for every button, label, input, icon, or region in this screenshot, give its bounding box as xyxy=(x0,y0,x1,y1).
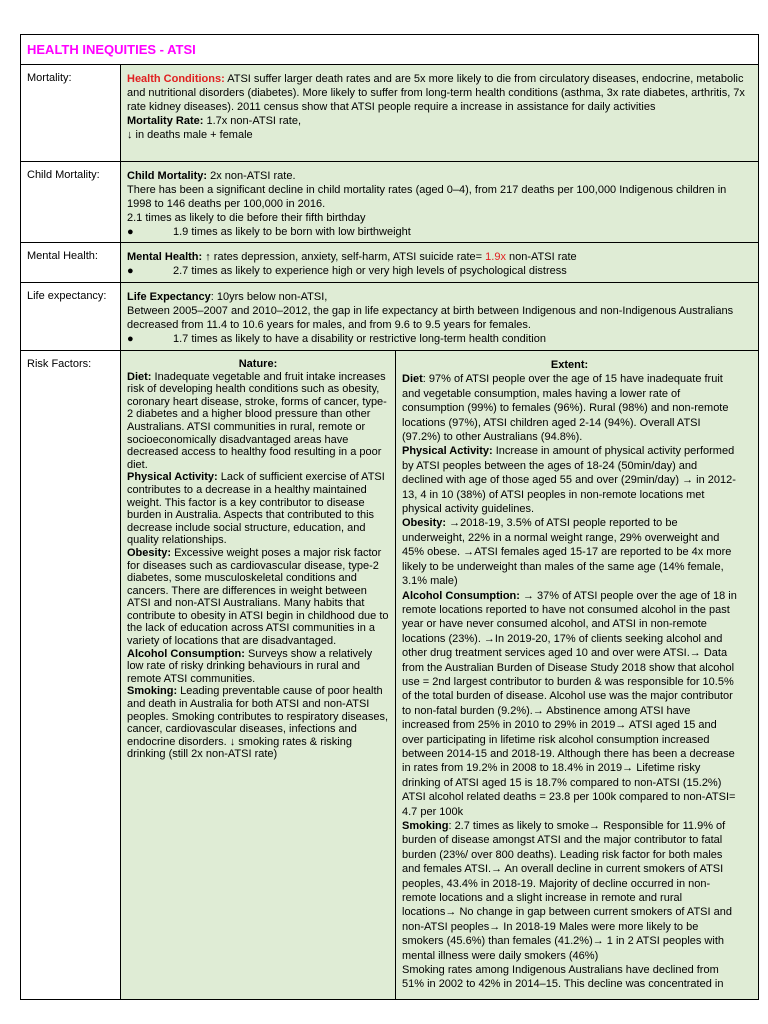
health-conditions-paragraph xyxy=(127,72,752,114)
extent-obesity-heading: Obesity: xyxy=(402,517,447,530)
child-mortality-content xyxy=(121,162,759,243)
risk-factors-label: Risk Factors: xyxy=(21,351,121,1000)
child-mortality-fifth-birthday: 2.1 times as likely to die before their fifth birthday xyxy=(127,212,366,224)
mental-health-label: Mental Health: xyxy=(21,243,121,283)
life-expectancy-label: Life expectancy: xyxy=(21,283,121,351)
life-expectancy-content xyxy=(121,283,759,351)
mental-health-bullet xyxy=(127,264,752,278)
nature-alcohol-heading: Alcohol Consumption: xyxy=(127,647,245,660)
mental-health-bullet-text: 2.7 times as likely to experience high or very high levels of psychological distress xyxy=(173,265,567,277)
mental-health-paragraph xyxy=(127,250,752,264)
life-expectancy-text: : 10yrs below non-ATSI, xyxy=(210,291,328,303)
nature-smoking-heading: Smoking: xyxy=(127,685,178,698)
extent-smoking xyxy=(402,819,737,963)
extent-obesity-text: →2018-19, 3.5% of ATSI people reported to be underweight, 22% in a normal weight range, 29% overweight and 45% obese. →ATSI females aged 15-17 are reported to be 4x more likely to be underweight than males of the same age (14% female, 3.1% male) xyxy=(402,517,732,588)
health-inequities-table xyxy=(20,34,759,1000)
document-page xyxy=(20,34,758,1000)
extent-diet-text: : 97% of ATSI people over the age of 15 have inadequate fruit and vegetable consumption, males having a lower rate of consumption (99%) to females (96%). Rural (98%) and non-remote locations (97%), ATSI children aged 2-14 (94%). Overall ATSI (97.2%) to other Australians (94.8%). xyxy=(402,373,729,444)
suicide-rate-highlight: 1.9x xyxy=(485,251,506,263)
mortality-label: Mortality: xyxy=(21,65,121,162)
child-mortality-decline: There has been a significant decline in child mortality rates (aged 0–4), from 217 deaths per 100,000 Indigenous children in 1998 to 146 deaths per 100,000 in 2016. xyxy=(127,184,727,210)
page-title: HEALTH INEQUITIES - ATSI xyxy=(27,42,196,57)
mental-health-text-b: non-ATSI rate xyxy=(505,251,577,263)
mortality-rate-heading: Mortality Rate: xyxy=(127,115,204,127)
mental-health-row xyxy=(21,243,759,283)
extent-diet-heading: Diet xyxy=(402,373,423,386)
child-mortality-text: 2x non-ATSI rate. xyxy=(207,170,296,182)
life-expectancy-row xyxy=(21,283,759,351)
nature-smoking-text: Leading preventable cause of poor health and death in Australia for both ATSI and non-ATSI peoples. Smoking contributes to respiratory diseases, cancer, cardiovascular diseases, infections and endocrine disorders. ↓ smoking rates & risking drinking (still 2x non-ATSI rate) xyxy=(127,685,389,761)
mental-health-heading: Mental Health: xyxy=(127,251,203,263)
extent-smoking-decline: Smoking rates among Indigenous Australians have declined from 51% in 2002 to 42% in 2014–15. This decline was concentrated in xyxy=(402,964,724,991)
nature-obesity-text: Excessive weight poses a major risk factor for diseases such as cardiovascular disease, type-2 diabetes, some musculoskeletal conditions and cancers. There are differences in weight between ATSI and non-ATSI Australians. Many habits that contribute to obesity in ATSI begin in childhood due to the lack of education across ATSI communities in a variety of locations that are disadvantaged. xyxy=(127,546,389,648)
life-expectancy-bullet-text: 1.7 times as likely to have a disability or restrictive long-term health condition xyxy=(173,333,546,345)
nature-alcohol-text: Surveys show a relatively low rate of risky drinking behaviours in rural and remote ATSI communities. xyxy=(127,647,373,685)
nature-obesity-heading: Obesity: xyxy=(127,546,172,559)
nature-alcohol xyxy=(127,648,389,686)
nature-diet-heading: Diet: xyxy=(127,370,152,383)
child-mortality-bullet-text: 1.9 times as likely to be born with low birthweight xyxy=(173,226,411,238)
extent-heading: Extent: xyxy=(550,359,589,371)
nature-obesity xyxy=(127,547,389,648)
extent-column xyxy=(396,351,743,999)
nature-smoking xyxy=(127,685,389,761)
child-mortality-bullet xyxy=(127,225,752,239)
nature-heading: Nature: xyxy=(238,358,278,370)
title-row xyxy=(21,35,759,65)
extent-physical-activity-heading: Physical Activity: xyxy=(402,445,493,458)
extent-alcohol-text: → 37% of ATSI people over the age of 18 in remote locations reported to have not consumed alcohol in the past year or have never consumed alcohol, and ATSI in non-remote locations (23%). →In 2019-20, 17% of clients seeking alcohol and other drug treatment services aged 10 and over were ATSI.→ Data from the Australian Burden of Disease Study 2018 show that alcohol use = 2nd largest contributor to burden & was responsible for 10.5% of the total burden of disease. Alcohol use was the major contributor to non-fatal burden (9.2%).→ Abstinence among ATSI have increased from 25% in 2010 to 29% in 2019→ ATSI aged 15 and over participating in lifetime risk alcohol consumption increased between 2014-15 and 2018-19. Although there has been a decrease in rates from 19.2% in 2008 to 18.4% in 2019→ Lifetime risky drinking of ATSI aged 15 is 18.7% compared to non-ATSI (15.2%) ATSI alcohol related deaths = 23.8 per 100k compared to non-ATSI= 4.7 per 100k xyxy=(402,589,737,818)
extent-smoking-heading: Smoking xyxy=(402,820,449,832)
mental-health-text-a: ↑ rates depression, anxiety, self-harm, ATSI suicide rate= xyxy=(202,251,486,263)
bullet-dot-icon: ● xyxy=(127,226,134,238)
mental-health-content xyxy=(121,243,759,283)
nature-physical-activity xyxy=(127,471,389,547)
extent-alcohol-heading: Alcohol Consumption: xyxy=(402,589,520,602)
child-mortality-label: Child Mortality: xyxy=(21,162,121,243)
health-conditions-text: ATSI suffer larger death rates and are 5x more likely to die from circulatory diseases, endocrine, metabolic and nutritional disorders (diabetes). More likely to suffer from long-term health conditions (asthma, 3x rate diabetes, arthritis, 7x rate kidney diseases). 2011 census show that ATSI people require a increase in assistance for daily activities xyxy=(127,73,745,113)
risk-factors-content xyxy=(121,351,759,1000)
mortality-rate-text: 1.7x non-ATSI rate, xyxy=(203,115,302,127)
extent-smoking-text: : 2.7 times as likely to smoke→ Responsible for 11.9% of burden of disease amongst ATSI and the major contributor to fatal burden (23%/ over 800 deaths). Leading risk factor for both males and females ATSI.→ An overall decline in current smokers of ATSI peoples, 43.4% in 2018-19. Majority of decline occurred in non-remote locations and a slight increase in remote and rural locations→ No change in gap between current smokers of ATSI and non-ATSI peoples→ In 2018-19 Males were more likely to be smokers (45.6%) than females (41.2%)→ 1 in 2 ATSI peoples with mental illness were daily smokers (46%) xyxy=(402,820,732,962)
nature-column xyxy=(121,351,396,999)
risk-factors-row xyxy=(21,351,759,1000)
health-conditions-heading: Health Conditions: xyxy=(127,73,225,85)
mortality-rate-paragraph xyxy=(127,114,752,128)
extent-alcohol xyxy=(402,589,737,820)
nature-diet-text: Inadequate vegetable and fruit intake increases risk of developing health conditions such as obesity, coronary heart disease, stroke, forms of cancer, type-2 diabetes and a higher blood pressure than other Australians. ATSI communities in rural, remote or socioeconomically disadvantaged areas have decreased access to healthy food resulting in a poor diet. xyxy=(127,370,387,471)
mortality-content xyxy=(121,65,759,162)
life-expectancy-gap: Between 2005–2007 and 2010–2012, the gap in life expectancy at birth between Indigenous and non-Indigenous Australians decreased from 11.4 to 10.6 years for males, and from 9.6 to 9.5 years for females. xyxy=(127,305,734,331)
extent-obesity xyxy=(402,516,737,588)
extent-physical-activity xyxy=(402,444,737,516)
life-expectancy-heading: Life Expectancy xyxy=(127,291,211,303)
extent-diet xyxy=(402,372,737,444)
risk-factors-columns xyxy=(121,351,758,999)
child-mortality-paragraph xyxy=(127,169,752,183)
nature-physical-activity-text: Lack of sufficient exercise of ATSI contributes to a decrease in a healthy maintained weight. This factor is a key contributor to disease burden in Australia. Aspects that contributed to this decrease include social structure, education, and quality relationships. xyxy=(127,471,385,547)
child-mortality-heading: Child Mortality: xyxy=(127,170,208,182)
nature-physical-activity-heading: Physical Activity: xyxy=(127,471,218,484)
mortality-rate-trend: ↓ in deaths male + female xyxy=(127,129,253,141)
nature-diet xyxy=(127,371,389,472)
title-cell xyxy=(21,35,759,65)
child-mortality-row xyxy=(21,162,759,243)
mortality-row xyxy=(21,65,759,162)
bullet-dot-icon: ● xyxy=(127,333,134,345)
extent-physical-activity-text: Increase in amount of physical activity performed by ATSI peoples between the ages of 18-24 (50min/day) and declined with age of those aged 55 and over (29min/day) → in 2012-13, 4 in 10 (38%) of ATSI peoples in non-remote locations met physical activity guidelines. xyxy=(402,445,736,516)
life-expectancy-paragraph xyxy=(127,290,752,304)
bullet-dot-icon: ● xyxy=(127,265,134,277)
life-expectancy-bullet xyxy=(127,332,752,346)
